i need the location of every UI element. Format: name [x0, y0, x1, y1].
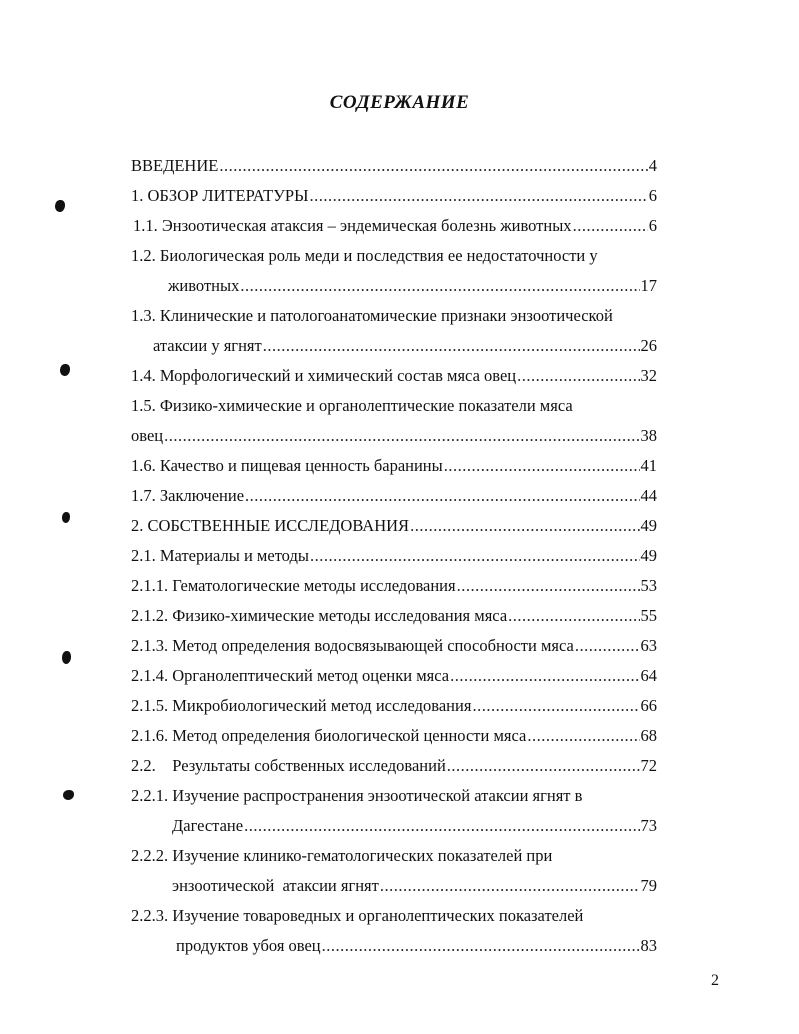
- toc-entry-literature-review[interactable]: [131, 186, 657, 206]
- toc-entry-2-1-6[interactable]: [131, 726, 657, 746]
- toc-entry-2-1-3[interactable]: [131, 636, 657, 656]
- toc-entry-text: 2.1.1. Гематологические методы исследования: [131, 576, 456, 595]
- toc-leader: [380, 876, 640, 896]
- toc-leader: [310, 546, 640, 566]
- toc-leader: [575, 636, 640, 656]
- toc-entry-text: энзоотической атаксии ягнят: [172, 876, 379, 895]
- toc-entry-1-2[interactable]: [168, 276, 657, 296]
- toc-entry-text: 2. СОБСТВЕННЫЕ ИССЛЕДОВАНИЯ: [131, 516, 410, 535]
- toc-page-number: 72: [640, 756, 657, 775]
- toc-page-number: 49: [640, 516, 657, 535]
- toc-entry-text: 2.1.6. Метод определения биологической ценности мяса: [131, 726, 527, 745]
- toc-entry-text: 1. ОБЗОР ЛИТЕРАТУРЫ: [131, 186, 309, 205]
- toc-entry-2-1[interactable]: [131, 546, 657, 566]
- toc-entry-text: 1.4. Морфологический и химический состав мяса овец: [131, 366, 517, 385]
- toc-entry-text: 2.1.4. Органолептический метод оценки мяса: [131, 666, 450, 685]
- toc-page-number: 53: [640, 576, 657, 595]
- toc-entry-text: 2.1. Материалы и методы: [131, 546, 309, 565]
- toc-page-number: 66: [640, 696, 657, 715]
- toc-entry-2-1-5[interactable]: [131, 696, 657, 716]
- toc-page-number: 64: [640, 666, 657, 685]
- toc-entry-text: ВВЕДЕНИЕ: [131, 156, 219, 175]
- toc-entry-text: атаксии у ягнят: [153, 336, 262, 355]
- toc-leader: [244, 816, 639, 836]
- toc-entry-text: овец: [131, 426, 164, 445]
- toc-entry-text: Дагестане: [172, 816, 244, 835]
- toc-page-number: 17: [640, 276, 657, 295]
- toc-leader: [310, 186, 648, 206]
- toc-leader: [472, 696, 639, 716]
- toc-entry-2-2-3[interactable]: [176, 936, 657, 956]
- toc-leader: [508, 606, 639, 626]
- toc-entry-1-7[interactable]: [131, 486, 657, 506]
- toc-entry-1-3[interactable]: [153, 336, 657, 356]
- toc-entry-text: 1.1. Энзоотическая атаксия – эндемическая болезнь животных: [133, 216, 572, 235]
- punch-hole-mark: [62, 651, 71, 664]
- toc-entry-1-5-line1: 1.5. Физико-химические и органолептические показатели мяса: [131, 396, 573, 415]
- toc-page-number: 63: [640, 636, 657, 655]
- page-title: СОДЕРЖАНИЕ: [329, 92, 470, 113]
- toc-page-number: 38: [640, 426, 657, 445]
- toc-page-number: 55: [640, 606, 657, 625]
- toc-leader: [517, 366, 639, 386]
- toc-entry-2-2-1-line1: 2.2.1. Изучение распространения энзоотической атаксии ягнят в: [131, 786, 583, 805]
- toc-entry-text: 2.2. Результаты собственных исследований: [131, 756, 446, 775]
- toc-entry-text: 2.1.5. Микробиологический метод исследования: [131, 696, 472, 715]
- toc-entry-2-2-3-line1: 2.2.3. Изучение товароведных и органолептических показателей: [131, 906, 584, 925]
- toc-entry-2-2-1[interactable]: [172, 816, 657, 836]
- toc-entry-introduction[interactable]: [131, 156, 657, 176]
- toc-leader: [450, 666, 639, 686]
- toc-leader: [573, 216, 648, 236]
- toc-page-number: 73: [640, 816, 657, 835]
- toc-page-number: 44: [640, 486, 657, 505]
- toc-page-number: 68: [640, 726, 657, 745]
- toc-leader: [263, 336, 640, 356]
- punch-hole-mark: [60, 364, 70, 376]
- toc-entry-1-1[interactable]: [133, 216, 657, 236]
- toc-leader: [164, 426, 639, 446]
- toc-entry-text: продуктов убоя овец: [176, 936, 321, 955]
- toc-page-number: 32: [640, 366, 657, 385]
- toc-page-number: 83: [640, 936, 657, 955]
- toc-entry-2-2[interactable]: [131, 756, 657, 776]
- toc-leader: [219, 156, 647, 176]
- toc-page-number: 6: [648, 186, 657, 205]
- toc-leader: [410, 516, 639, 536]
- punch-hole-mark: [63, 790, 74, 800]
- toc-entry-1-2-line1: 1.2. Биологическая роль меди и последствия ее недостаточности у: [131, 246, 598, 265]
- toc-page-number: 49: [640, 546, 657, 565]
- toc-entry-2-2-2-line1: 2.2.2. Изучение клинико-гематологических показателей при: [131, 846, 553, 865]
- toc-leader: [457, 576, 640, 596]
- toc-page-number: 26: [640, 336, 657, 355]
- toc-entry-1-6[interactable]: [131, 456, 657, 476]
- toc-leader: [322, 936, 640, 956]
- toc-entry-text: 1.7. Заключение: [131, 486, 245, 505]
- toc-entry-2-1-4[interactable]: [131, 666, 657, 686]
- toc-entry-2-1-1[interactable]: [131, 576, 657, 596]
- toc-entry-1-5[interactable]: [131, 426, 657, 446]
- punch-hole-mark: [62, 512, 70, 523]
- toc-leader: [527, 726, 639, 746]
- toc-entry-text: 2.1.2. Физико-химические методы исследования мяса: [131, 606, 508, 625]
- toc-leader: [447, 756, 640, 776]
- toc-entry-text: 1.6. Качество и пищевая ценность баранины: [131, 456, 443, 475]
- toc-entry-2-1-2[interactable]: [131, 606, 657, 626]
- toc-entry-1-4[interactable]: [131, 366, 657, 386]
- toc-entry-own-research[interactable]: [131, 516, 657, 536]
- toc-entry-text: 2.1.3. Метод определения водосвязывающей способности мяса: [131, 636, 574, 655]
- toc-page-number: 79: [640, 876, 657, 895]
- toc-entry-text: животных: [168, 276, 240, 295]
- toc-leader: [240, 276, 639, 296]
- punch-hole-mark: [55, 200, 65, 212]
- page-number: 2: [711, 972, 719, 989]
- toc-page-number: 41: [640, 456, 657, 475]
- toc-page-number: 4: [648, 156, 657, 175]
- toc-leader: [245, 486, 639, 506]
- toc-page-number: 6: [648, 216, 657, 235]
- toc-leader: [444, 456, 640, 476]
- toc-entry-1-3-line1: 1.3. Клинические и патологоанатомические признаки энзоотической: [131, 306, 613, 325]
- toc-entry-2-2-2[interactable]: [172, 876, 657, 896]
